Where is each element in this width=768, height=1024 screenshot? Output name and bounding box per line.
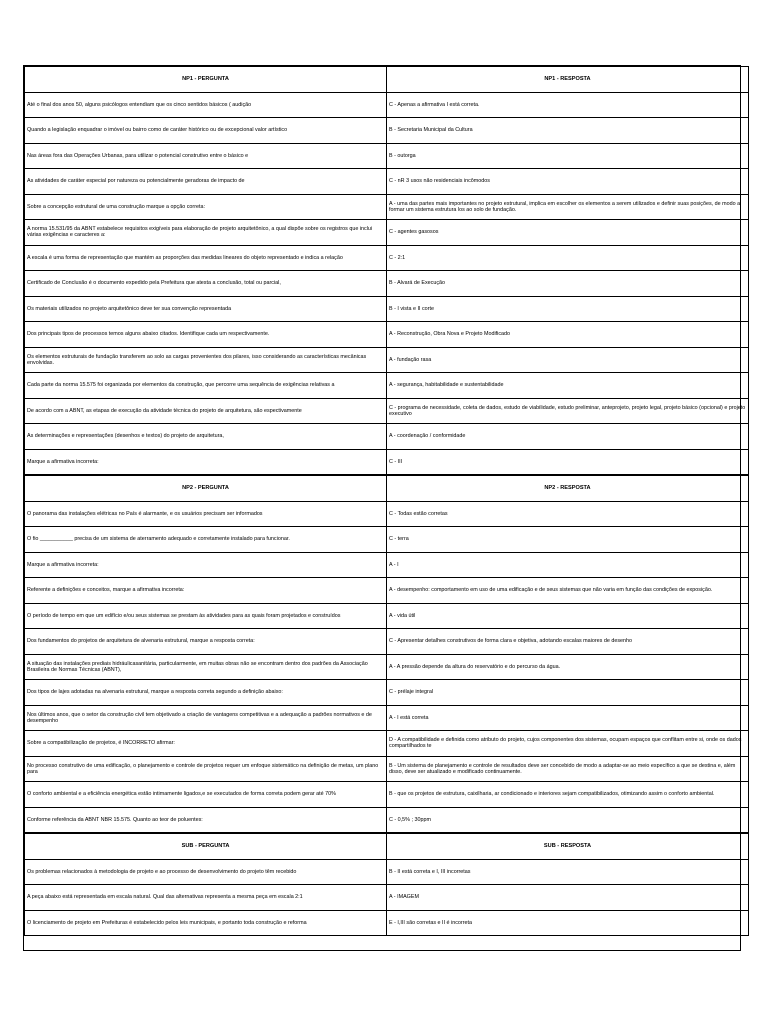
table-row: [25, 885, 749, 911]
question-cell: Até o final dos anos 50, alguns psicólogos entendiam que os cinco sentidos básicos ( audição: [25, 92, 387, 118]
answer-cell: B - Um sistema de planejamento e controle de resultados deve ser concebido de modo a adaptar-se ao meio específico a que se destina e, além disso, deve ser atualizado e modificado continuamente.: [387, 756, 749, 782]
question-cell: Dos principais tipos de processos temos alguns abaixo citados. Identifique cada um respectivamente.: [25, 322, 387, 348]
table-row: [25, 143, 749, 169]
question-cell: Cada parte da norma 15.575 foi organizada por elementos da construção, que percorre uma sequência de exigências relativas a: [25, 373, 387, 399]
table-row: [25, 220, 749, 246]
section-header-row: [25, 475, 749, 501]
answer-cell: C - programa de necessidade, coleta de dados, estudo de viabilidade, estudo preliminar, anteprojeto, projeto legal, projeto básico (opcional) e projeto executivo: [387, 398, 749, 424]
table-row: [25, 629, 749, 655]
answer-column-header: SUB - RESPOSTA: [387, 833, 749, 859]
table-row: [25, 578, 749, 604]
table-row: [25, 322, 749, 348]
answer-cell: C - agentes gasosos: [387, 220, 749, 246]
question-cell: O panorama das instalações elétricas no País é alarmante, e os usuários precisam ser informados: [25, 501, 387, 527]
table-row: [25, 501, 749, 527]
answer-cell: A - desempenho: comportamento em uso de uma edificação e de seus sistemas que não varia em função das condições de exposição.: [387, 578, 749, 604]
question-cell: Nos últimos anos, que o setor da construção civil tem objetivado a criação de vantagens competitivas e a adequação a padrões normativos e de desempenho: [25, 705, 387, 731]
table-row: [25, 169, 749, 195]
qa-sheet: [23, 65, 746, 951]
table-row: [25, 398, 749, 424]
question-cell: Os elementos estruturais de fundação transferem ao solo as cargas provenientes dos pilares, isso considerando as características mecânicas envolvidas.: [25, 347, 387, 373]
table-row: [25, 424, 749, 450]
table-row: [25, 92, 749, 118]
answer-cell: C - Todas estão corretas: [387, 501, 749, 527]
answer-cell: B - Secretaria Municipal da Cultura: [387, 118, 749, 144]
question-cell: Quando a legislação enquadrar o imóvel ou bairro como de caráter histórico ou de excepcional valor artístico: [25, 118, 387, 144]
question-cell: O licenciamento de projeto em Prefeituras é estabelecido pelos leis municipais, e portanto toda construção e reforma: [25, 910, 387, 936]
table-row: [25, 807, 749, 833]
table-row: [25, 296, 749, 322]
answer-cell: B - que os projetos de estrutura, caixilharia, ar condicionado e interiores sejam compatibilizados, otimizando assim o conforto ambiental.: [387, 782, 749, 808]
table-row: [25, 910, 749, 936]
answer-cell: D - A compatibilidade e definida como atributo do projeto, cujos componentes dos sistemas, ocupam espaços que conflitam entre si, onde os dados compartilhados te: [387, 731, 749, 757]
question-column-header: NP2 - PERGUNTA: [25, 475, 387, 501]
answer-column-header: NP2 - RESPOSTA: [387, 475, 749, 501]
question-cell: O período de tempo em que um edifício e/ou seus sistemas se prestam às atividades para as quais foram projetados e construídos: [25, 603, 387, 629]
table-row: [25, 859, 749, 885]
question-cell: Dos fundamentos do projetos de arquitetura de alvenaria estrutural, marque a resposta correta:: [25, 629, 387, 655]
table-row: [25, 654, 749, 680]
answer-cell: A - A pressão depende da altura do reservatório e do percurso da água.: [387, 654, 749, 680]
answer-cell: B - Alvará de Execução: [387, 271, 749, 297]
table-row: [25, 527, 749, 553]
qa-table: [24, 66, 749, 936]
answer-cell: C - Apresentar detalhes construtivos de forma clara e objetiva, adotando escalas maiores de desenho: [387, 629, 749, 655]
question-cell: O conforto ambiental e a eficiência energética estão intimamente ligados,e se executados de forma correta podem gerar até 70%: [25, 782, 387, 808]
answer-cell: C - prélaje integral: [387, 680, 749, 706]
question-cell: A escala é uma forma de representação que mantém as proporções das medidas lineares do objeto representado e indica a relação: [25, 245, 387, 271]
answer-cell: A - segurança, habitabilidade e sustentabilidade: [387, 373, 749, 399]
answer-cell: C - nR 3 usos não residenciais incômodos: [387, 169, 749, 195]
question-cell: No processo construtivo de uma edificação, o planejamento e controle de projetos requer um enfoque sistemático na definição de metas, um plano para: [25, 756, 387, 782]
question-cell: Certificado de Conclusão é o documento expedido pela Prefeitura que atesta a conclusão, total ou parcial,: [25, 271, 387, 297]
answer-cell: C - III: [387, 449, 749, 475]
question-column-header: SUB - PERGUNTA: [25, 833, 387, 859]
answer-cell: C - 2:1: [387, 245, 749, 271]
answer-cell: A - coordenação / conformidade: [387, 424, 749, 450]
question-cell: Nas áreas fora das Operações Urbanas, para utilizar o potencial construtivo entre o básico e: [25, 143, 387, 169]
table-row: [25, 705, 749, 731]
answer-cell: A - fundação rasa: [387, 347, 749, 373]
table-row: [25, 782, 749, 808]
question-cell: A norma 15.531/95 da ABNT estabelece requisitos exigíveis para elaboração de projeto arquitetônico, a qual dispõe sobre os registros que inclui várias exigências e caracteres a:: [25, 220, 387, 246]
question-cell: Sobre a concepção estrutural de uma construção marque a opção correta:: [25, 194, 387, 220]
answer-cell: A - I está correta: [387, 705, 749, 731]
answer-cell: B - I vista e II corte: [387, 296, 749, 322]
table-row: [25, 756, 749, 782]
answer-cell: C - Apenas a afirmativa I está correta.: [387, 92, 749, 118]
question-cell: A situação das instalações prediais hidráulicasanitária, particularmente, em muitas obras não se encontram dentro dos padrões da Associação Brasileira de Normas Técnicas (ABNT),: [25, 654, 387, 680]
question-cell: Os problemas relacionados à metodologia de projeto e ao processo de desenvolvimento do projeto têm recebido: [25, 859, 387, 885]
answer-cell: A - uma das partes mais importantes no projeto estrutural, implica em escolher os elementos a serem utilizados e definir suas posições, de modo a formar um sistema estrutura los ao solo de fundação.: [387, 194, 749, 220]
table-row: [25, 245, 749, 271]
question-cell: As atividades de caráter especial por natureza ou potencialmente geradoras de impacto de: [25, 169, 387, 195]
table-row: [25, 680, 749, 706]
question-cell: A peça abaixo está representada em escala natural. Qual das alternativas representa a mesma peça em escala 2:1: [25, 885, 387, 911]
answer-cell: A - Reconstrução, Obra Nova e Projeto Modificado: [387, 322, 749, 348]
question-cell: De acordo com a ABNT, as etapas de execução da atividade técnica do projeto de arquitetura, são espectivamente: [25, 398, 387, 424]
table-row: [25, 271, 749, 297]
answer-cell: B - II está correta e I, III incorretas: [387, 859, 749, 885]
question-cell: Dos tipos de lajes adotadas na alvenaria estrutural, marque a resposta correta segundo a definição abaixo:: [25, 680, 387, 706]
table-row: [25, 449, 749, 475]
answer-column-header: NP1 - RESPOSTA: [387, 67, 749, 93]
question-cell: As determinações e representações (desenhos e textos) do projeto de arquitetura,: [25, 424, 387, 450]
question-cell: Referente a definições e conceitos, marque a afirmativa incorreta:: [25, 578, 387, 604]
answer-cell: C - 0,5% ; 30ppm: [387, 807, 749, 833]
answer-cell: C - terra: [387, 527, 749, 553]
answer-cell: A - IMAGEM: [387, 885, 749, 911]
answer-cell: E - I,III são corretas e II é incorreta: [387, 910, 749, 936]
answer-cell: B - outorga: [387, 143, 749, 169]
section-header-row: [25, 67, 749, 93]
question-column-header: NP1 - PERGUNTA: [25, 67, 387, 93]
table-row: [25, 603, 749, 629]
table-row: [25, 731, 749, 757]
question-cell: Sobre a compatibilização de projetos, é INCORRETO afirmar:: [25, 731, 387, 757]
table-row: [25, 373, 749, 399]
table-row: [25, 118, 749, 144]
question-cell: Conforme referência da ABNT NBR 15.575. Quanto ao teor de poluentes:: [25, 807, 387, 833]
question-cell: O fio ___________ precisa de um sistema de aterramento adequado e corretamente instalado para funcionar.: [25, 527, 387, 553]
question-cell: Marque a afirmativa incorreta:: [25, 449, 387, 475]
question-cell: Os materiais utilizados no projeto arquitetônico deve ter sua convenção representada: [25, 296, 387, 322]
question-cell: Marque a afirmativa incorreta:: [25, 552, 387, 578]
answer-cell: A - I: [387, 552, 749, 578]
table-row: [25, 552, 749, 578]
table-row: [25, 194, 749, 220]
table-row: [25, 347, 749, 373]
answer-cell: A - vida útil: [387, 603, 749, 629]
section-header-row: [25, 833, 749, 859]
